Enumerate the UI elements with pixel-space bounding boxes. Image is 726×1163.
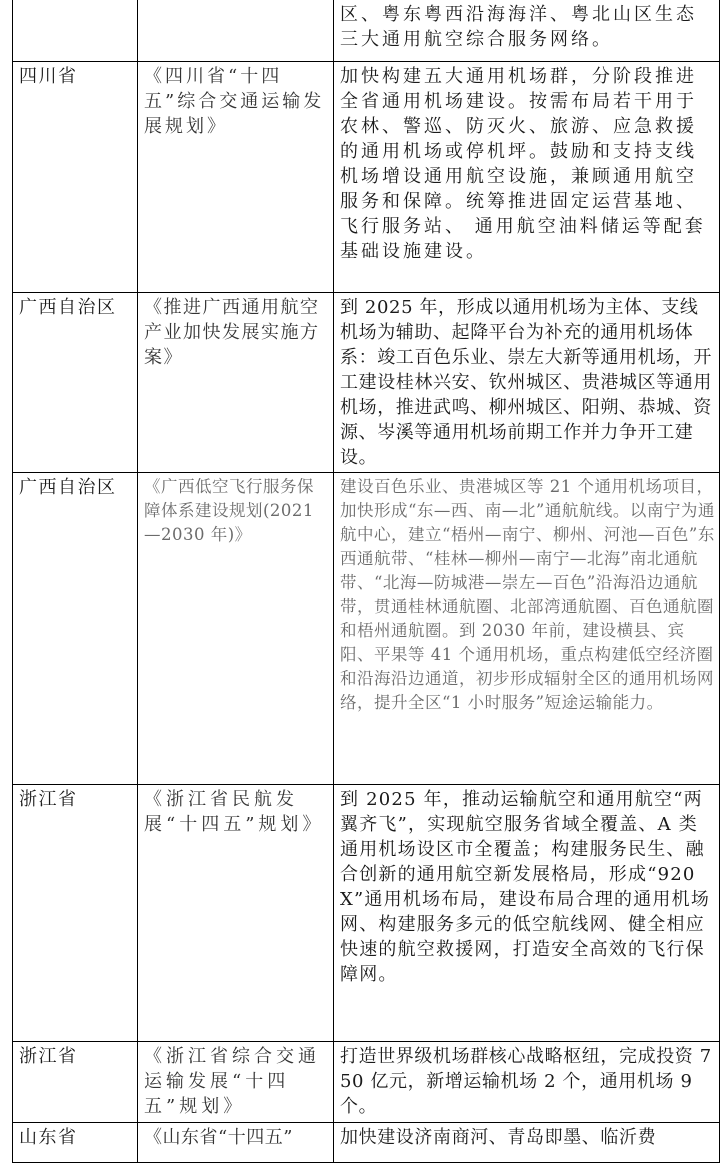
province-cell: 浙江省: [13, 1042, 138, 1123]
province-cell: 四川省: [13, 62, 138, 293]
content-cell: 加快建设济南商河、青岛即墨、临沂费: [334, 1123, 720, 1163]
document-cell: 《浙江省综合交通运输发展“十四五”规划》: [138, 1042, 334, 1123]
document-cell: 《广西低空飞行服务保障体系建设规划(2021—2030 年)》: [138, 473, 334, 785]
table-row: [13, 785, 720, 1042]
province-cell: 浙江省: [13, 785, 138, 1042]
content-cell: 加快构建五大通用机场群，分阶段推进全省通用机场建设。按需布局若干用于农林、警巡、防灭火、旅游、应急救援的通用机场或停机坪。鼓励和支持支线机场增设通用航空设施，兼顾通用航空服务和保障。统筹推进固定运营基地、飞行服务站、 通用航空油料储运等配套基础设施建设。: [334, 62, 720, 293]
table-row: [13, 0, 720, 62]
document-cell: 《推进广西通用航空产业加快发展实施方案》: [138, 293, 334, 473]
table-row: [13, 1042, 720, 1123]
document-cell: 《山东省“十四五”: [138, 1123, 334, 1163]
table-row: [13, 1123, 720, 1163]
policy-table: [12, 0, 720, 1163]
document-cell: 《四川省“十四五”综合交通运输发展规划》: [138, 62, 334, 293]
table-row: [13, 293, 720, 473]
table-row: [13, 473, 720, 785]
table-row: [13, 62, 720, 293]
province-cell: 山东省: [13, 1123, 138, 1163]
content-cell: 建设百色乐业、贵港城区等 21 个通用机场项目，加快形成“东—西、南—北”通航航线。以南宁为通航中心，建立“梧州—南宁、柳州、河池—百色”东西通航带、“桂林—柳州—南宁—北海”南北通航带、“北海—防城港—崇左—百色”沿海沿边通航带，贯通桂林通航圈、北部湾通航圈、百色通航圈和梧州通航圈。到 2030 年前，建设横县、宾阳、平果等 41 个通用机场，重点构建低空经济圈和沿海沿边通道，初步形成辐射全区的通用机场网络，提升全区“1 小时服务”短途运输能力。: [334, 473, 720, 785]
province-cell: [13, 0, 138, 62]
document-cell: [138, 0, 334, 62]
content-cell: 到 2025 年，形成以通用机场为主体、支线机场为辅助、起降平台为补充的通用机场体系：竣工百色乐业、崇左大新等通用机场，开工建设桂林兴安、钦州城区、贵港城区等通用机场，推进武鸣、柳州城区、阳朔、恭城、资源、岑溪等通用机场前期工作并力争开工建设。: [334, 293, 720, 473]
province-cell: 广西自治区: [13, 293, 138, 473]
content-cell: 区、粤东粤西沿海海洋、粤北山区生态三大通用航空综合服务网络。: [334, 0, 720, 62]
province-cell: 广西自治区: [13, 473, 138, 785]
document-cell: 《浙江省民航发展“十四五”规划》: [138, 785, 334, 1042]
content-cell: 到 2025 年，推动运输航空和通用航空“两翼齐飞”，实现航空服务省域全覆盖、A 类通用机场设区市全覆盖；构建服务民生、融合创新的通用航空新发展格局，形成“920X”通用机场布局，建设布局合理的通用机场网、构建服务多元的低空航线网、健全相应快速的航空救援网，打造安全高效的飞行保障网。: [334, 785, 720, 1042]
content-cell: 打造世界级机场群核心战略枢纽，完成投资 750 亿元，新增运输机场 2 个，通用机场 9 个。: [334, 1042, 720, 1123]
